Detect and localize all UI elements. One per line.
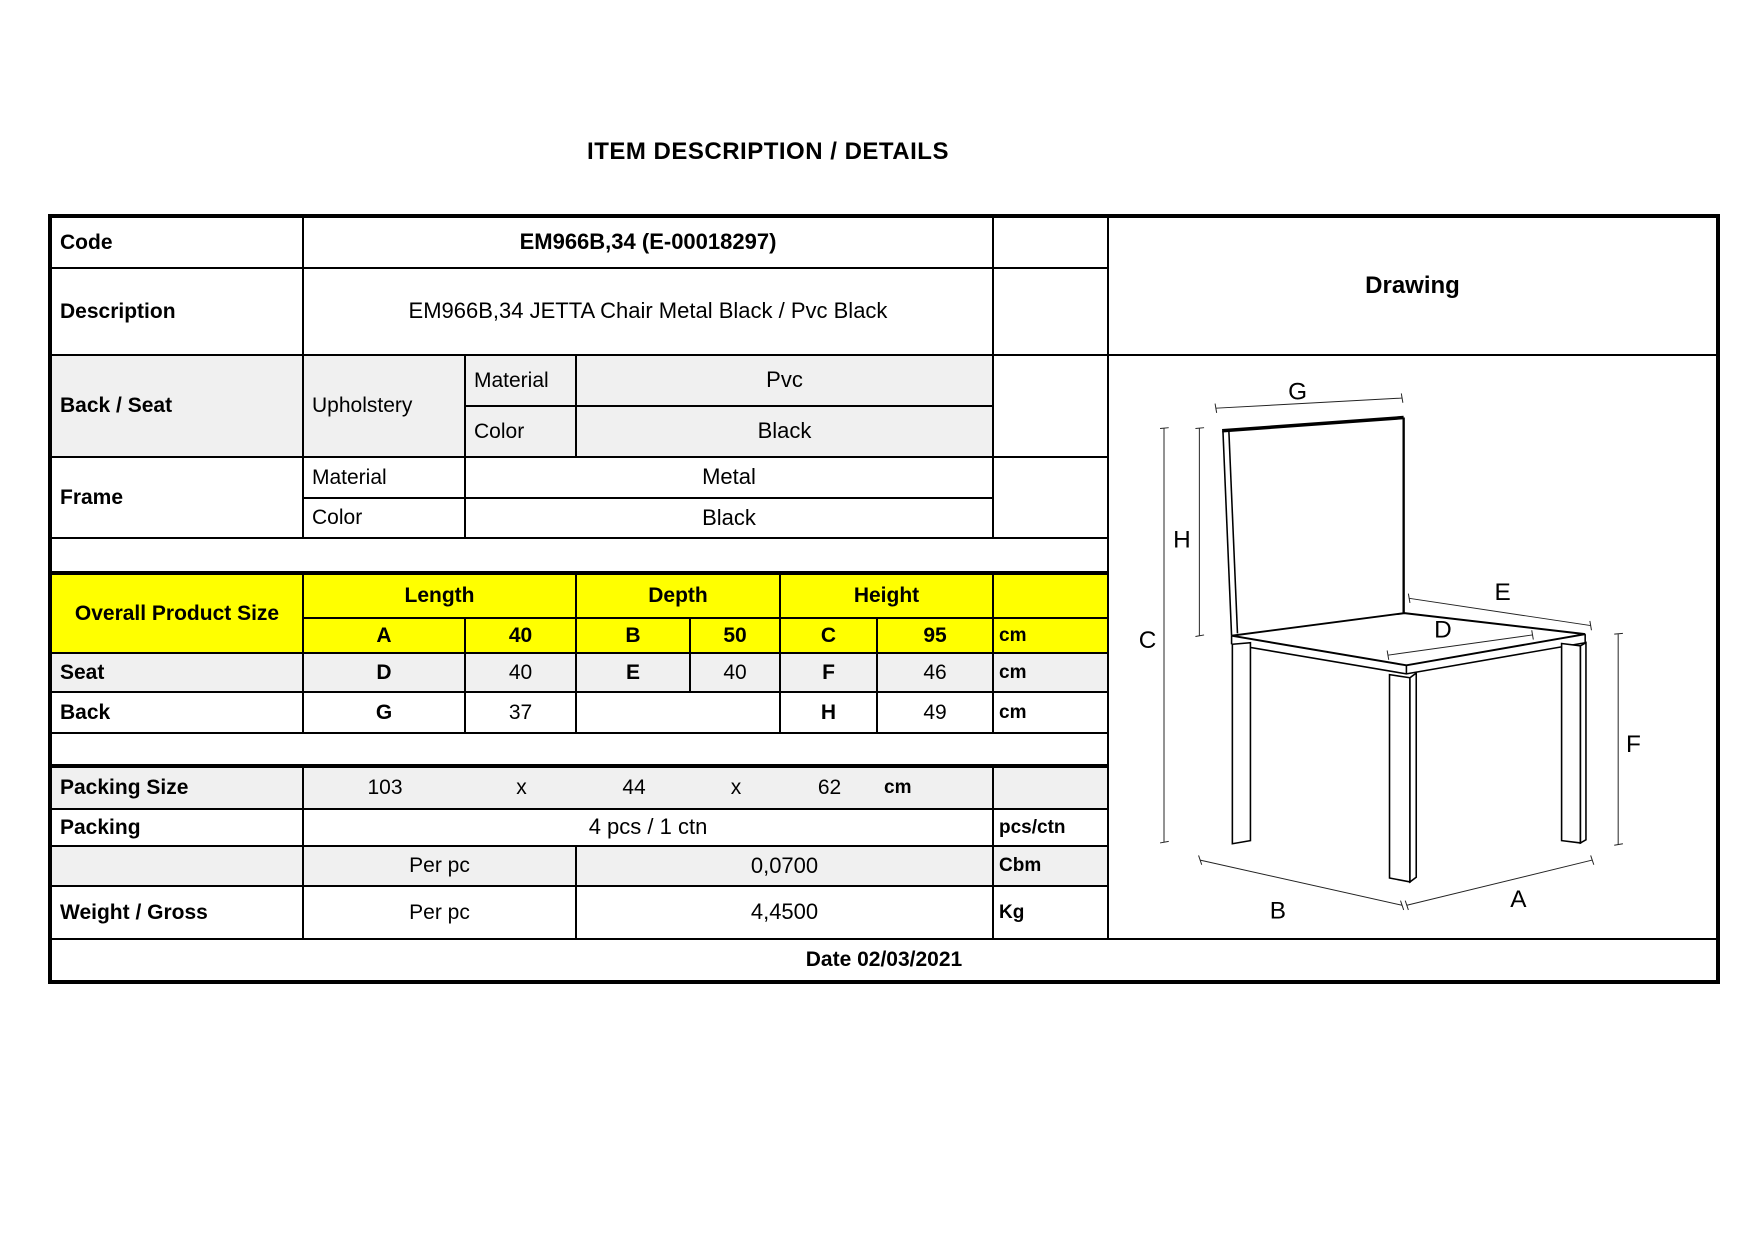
upholstery-label: Upholstery [304, 356, 466, 458]
seat-label: Seat [52, 654, 304, 693]
frame-material-value: Metal [466, 458, 994, 499]
back-seat-material-value: Pvc [577, 356, 994, 407]
back-seat-material-label: Material [466, 356, 577, 407]
packing-size-unit: cm [884, 777, 912, 799]
frame-unit-spacer [994, 458, 1109, 539]
seat-depth-value: 40 [691, 654, 781, 693]
overall-length-key: A [304, 619, 466, 654]
back-seat-label: Back / Seat [52, 356, 304, 458]
seat-top-face [1232, 613, 1586, 665]
dim-label-b: B [1269, 897, 1287, 925]
packing-value: 4 pcs / 1 ctn [304, 810, 994, 847]
back-length-value: 37 [466, 693, 577, 734]
volume-value: 0,0700 [577, 847, 994, 887]
leg-right-face [1562, 643, 1581, 842]
back-seat-color-label: Color [466, 407, 577, 458]
description-unit-spacer [994, 269, 1109, 356]
dim-label-f: F [1626, 730, 1641, 758]
dim-label-d: D [1434, 616, 1452, 644]
overall-product-size-label: Overall Product Size [52, 575, 304, 654]
seat-depth-key: E [577, 654, 691, 693]
size-unit-header-spacer [994, 575, 1109, 619]
description-label: Description [52, 269, 304, 356]
volume-label-empty [52, 847, 304, 887]
back-unit: cm [994, 693, 1109, 734]
leg-front-side [1410, 673, 1416, 882]
spacer-row-2 [52, 734, 1109, 768]
back-seat-unit-spacer [994, 356, 1109, 458]
code-label: Code [52, 218, 304, 269]
packing-size-x2: x [730, 776, 742, 800]
frame-color-value: Black [466, 499, 994, 539]
page-title: ITEM DESCRIPTION / DETAILS [587, 138, 949, 165]
dim-label-e: E [1494, 578, 1511, 606]
backrest-top-edge [1222, 418, 1404, 431]
frame-color-label: Color [304, 499, 466, 539]
date-row: Date 02/03/2021 [52, 940, 1716, 980]
spec-table [48, 214, 1720, 984]
back-seat-color-value: Black [577, 407, 994, 458]
leg-front-face [1390, 675, 1410, 882]
dim-label-a: A [1510, 885, 1527, 913]
packing-size-x1: x [516, 776, 527, 800]
spacer-row-1 [52, 539, 1109, 575]
overall-unit: cm [994, 619, 1109, 654]
depth-header: Depth [577, 575, 781, 619]
height-header: Height [781, 575, 994, 619]
length-header: Length [304, 575, 577, 619]
frame-material-label: Material [304, 458, 466, 499]
packing-size-values [304, 768, 994, 810]
packing-size-length: 103 [367, 776, 403, 800]
overall-depth-key: B [577, 619, 691, 654]
code-unit-spacer [994, 218, 1109, 269]
dim-label-h: H [1173, 526, 1191, 554]
back-label: Back [52, 693, 304, 734]
packing-label: Packing [52, 810, 304, 847]
overall-length-value: 40 [466, 619, 577, 654]
back-length-key: G [304, 693, 466, 734]
code-value: EM966B,34 (E-00018297) [304, 218, 994, 269]
dim-label-c: C [1138, 627, 1157, 655]
packing-size-unit-spacer [994, 768, 1109, 810]
leg-right-side [1580, 643, 1586, 843]
drawing-cell [1109, 356, 1716, 940]
weight-per-pc: Per pc [304, 887, 577, 940]
overall-height-value: 95 [878, 619, 994, 654]
leg-back-left [1232, 643, 1250, 844]
overall-height-key: C [781, 619, 878, 654]
seat-height-key: F [781, 654, 878, 693]
weight-gross-label: Weight / Gross [52, 887, 304, 940]
packing-size-height: 62 [817, 776, 842, 800]
seat-length-key: D [304, 654, 466, 693]
overall-depth-value: 50 [691, 619, 781, 654]
back-height-value: 49 [878, 693, 994, 734]
packing-unit: pcs/ctn [994, 810, 1109, 847]
packing-size-label: Packing Size [52, 768, 304, 810]
packing-size-depth: 44 [622, 776, 646, 800]
weight-value: 4,4500 [577, 887, 994, 940]
weight-unit: Kg [994, 887, 1109, 940]
back-depth-empty [577, 693, 781, 734]
drawing-header: Drawing [1109, 218, 1716, 356]
description-value: EM966B,34 JETTA Chair Metal Black / Pvc Black [304, 269, 994, 356]
dim-label-g: G [1288, 378, 1308, 406]
seat-unit: cm [994, 654, 1109, 693]
back-height-key: H [781, 693, 878, 734]
volume-per-pc: Per pc [304, 847, 577, 887]
chair-drawing [1109, 356, 1716, 938]
seat-length-value: 40 [466, 654, 577, 693]
volume-unit: Cbm [994, 847, 1109, 887]
frame-label: Frame [52, 458, 304, 539]
seat-height-value: 46 [878, 654, 994, 693]
